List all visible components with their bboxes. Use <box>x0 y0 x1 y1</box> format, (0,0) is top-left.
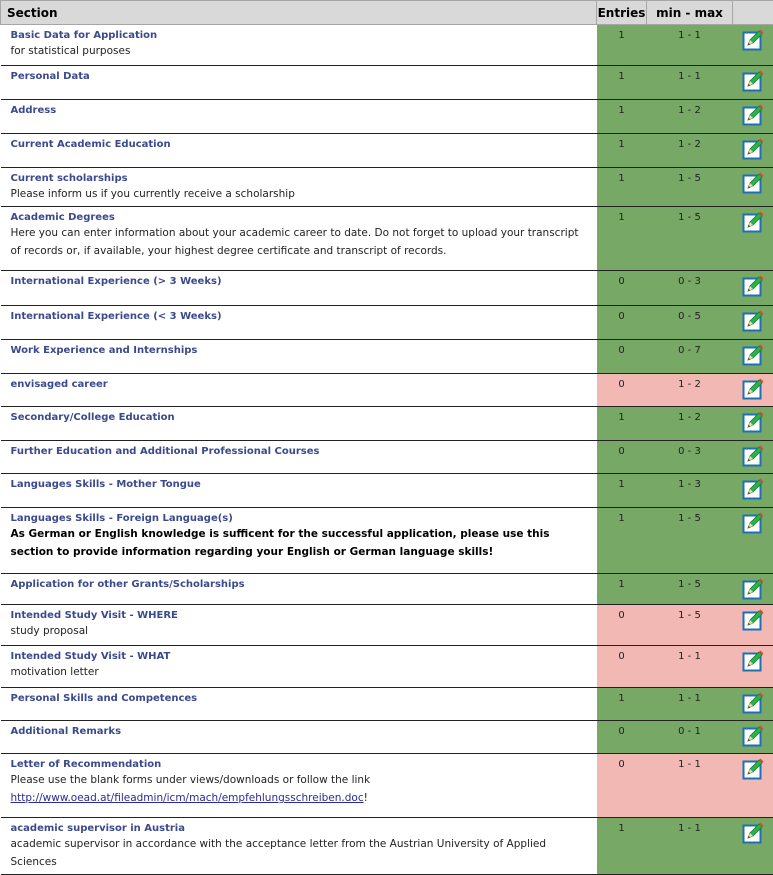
edit-cell <box>733 134 773 168</box>
entries-cell: 1 <box>597 25 647 66</box>
section-title[interactable]: Address <box>11 104 591 117</box>
section-cell <box>1 605 597 646</box>
entries-cell: 1 <box>597 688 647 721</box>
minmax-cell: 0 - 7 <box>647 340 733 374</box>
section-description-text: Please use the blank forms under views/downloads or follow the link <box>11 774 371 786</box>
table-row <box>1 271 773 306</box>
entries-cell: 0 <box>597 340 647 374</box>
minmax-cell: 1 - 5 <box>647 207 733 271</box>
edit-pencil-icon[interactable] <box>742 725 764 747</box>
minmax-cell: 1 - 1 <box>647 66 733 100</box>
section-description <box>11 771 591 807</box>
section-title[interactable]: International Experience (< 3 Weeks) <box>11 310 591 323</box>
section-title[interactable]: Further Education and Additional Professional Courses <box>11 445 591 458</box>
section-title[interactable]: Languages Skills - Foreign Language(s) <box>11 512 591 525</box>
entries-cell: 1 <box>597 474 647 508</box>
section-title[interactable]: academic supervisor in Austria <box>11 822 591 835</box>
entries-cell: 1 <box>597 574 647 605</box>
edit-cell <box>733 441 773 474</box>
edit-pencil-icon[interactable] <box>742 344 764 366</box>
edit-cell <box>733 574 773 605</box>
entries-cell: 1 <box>597 168 647 207</box>
entries-cell: 0 <box>597 754 647 818</box>
section-description <box>11 224 591 260</box>
table-row <box>1 721 773 754</box>
section-title[interactable]: envisaged career <box>11 378 591 391</box>
section-cell <box>1 818 597 875</box>
minmax-cell: 1 - 2 <box>647 100 733 134</box>
table-row <box>1 340 773 374</box>
entries-cell: 1 <box>597 207 647 271</box>
minmax-cell: 1 - 5 <box>647 574 733 605</box>
section-cell <box>1 407 597 441</box>
edit-cell <box>733 374 773 407</box>
section-title[interactable]: Letter of Recommendation <box>11 758 591 771</box>
edit-pencil-icon[interactable] <box>742 104 764 126</box>
section-title[interactable]: Work Experience and Internships <box>11 344 591 357</box>
edit-pencil-icon[interactable] <box>742 172 764 194</box>
section-description-text: Here you can enter information about your academic career to date. Do not forget to upload your transcript of records or, if available, your highest degree certificate and transcript of records. <box>11 227 579 257</box>
section-title[interactable]: Languages Skills - Mother Tongue <box>11 478 591 491</box>
edit-pencil-icon[interactable] <box>742 758 764 780</box>
section-title[interactable]: International Experience (> 3 Weeks) <box>11 275 591 288</box>
entries-cell: 0 <box>597 306 647 340</box>
section-description-text: for statistical purposes <box>11 45 131 57</box>
entries-cell: 0 <box>597 646 647 688</box>
table-row <box>1 374 773 407</box>
edit-pencil-icon[interactable] <box>742 310 764 332</box>
table-row <box>1 66 773 100</box>
section-description <box>11 835 591 871</box>
table-row <box>1 100 773 134</box>
section-title[interactable]: Personal Data <box>11 70 591 83</box>
table-row <box>1 574 773 605</box>
section-description-text: As German or English knowledge is sufficent for the successful application, please use this section to provide information regarding your English or German language skills! <box>11 528 550 558</box>
section-description-text: motivation letter <box>11 666 99 678</box>
section-title[interactable]: Academic Degrees <box>11 211 591 224</box>
section-cell <box>1 66 597 100</box>
edit-cell <box>733 25 773 66</box>
section-description <box>11 42 591 60</box>
table-row <box>1 474 773 508</box>
minmax-cell: 1 - 1 <box>647 688 733 721</box>
edit-cell <box>733 100 773 134</box>
edit-cell <box>733 818 773 875</box>
edit-cell <box>733 688 773 721</box>
table-row <box>1 134 773 168</box>
section-description <box>11 185 591 203</box>
entries-cell: 0 <box>597 441 647 474</box>
entries-cell: 1 <box>597 407 647 441</box>
header-minmax: min - max <box>647 1 733 25</box>
minmax-cell: 1 - 2 <box>647 374 733 407</box>
table-row <box>1 168 773 207</box>
entries-cell: 1 <box>597 508 647 574</box>
entries-cell: 1 <box>597 66 647 100</box>
entries-cell: 1 <box>597 100 647 134</box>
section-title[interactable]: Intended Study Visit - WHAT <box>11 650 591 663</box>
edit-pencil-icon[interactable] <box>742 822 764 844</box>
edit-cell <box>733 605 773 646</box>
table-row <box>1 407 773 441</box>
section-cell <box>1 271 597 306</box>
section-title[interactable]: Current scholarships <box>11 172 591 185</box>
minmax-cell: 0 - 1 <box>647 721 733 754</box>
table-row <box>1 508 773 574</box>
minmax-cell: 1 - 1 <box>647 25 733 66</box>
minmax-cell: 0 - 3 <box>647 271 733 306</box>
minmax-cell: 0 - 5 <box>647 306 733 340</box>
header-section: Section <box>1 1 597 25</box>
section-cell <box>1 474 597 508</box>
entries-cell: 1 <box>597 134 647 168</box>
edit-pencil-icon[interactable] <box>742 578 764 600</box>
table-header-row <box>1 1 773 25</box>
section-description <box>11 663 591 681</box>
minmax-cell: 1 - 1 <box>647 754 733 818</box>
entries-cell: 0 <box>597 721 647 754</box>
edit-cell <box>733 508 773 574</box>
section-title[interactable]: Personal Skills and Competences <box>11 692 591 705</box>
edit-cell <box>733 754 773 818</box>
section-cell <box>1 574 597 605</box>
section-cell <box>1 207 597 271</box>
link-suffix: ! <box>364 792 368 804</box>
edit-cell <box>733 474 773 508</box>
section-cell <box>1 306 597 340</box>
edit-cell <box>733 646 773 688</box>
edit-pencil-icon[interactable] <box>742 70 764 92</box>
section-cell <box>1 754 597 818</box>
section-title[interactable]: Current Academic Education <box>11 138 591 151</box>
edit-cell <box>733 207 773 271</box>
section-cell <box>1 100 597 134</box>
minmax-cell: 1 - 5 <box>647 168 733 207</box>
edit-pencil-icon[interactable] <box>742 512 764 534</box>
minmax-cell: 1 - 2 <box>647 407 733 441</box>
section-title[interactable]: Additional Remarks <box>11 725 591 738</box>
section-description-text: academic supervisor in accordance with the acceptance letter from the Austrian University of Applied Sciences <box>11 838 547 868</box>
edit-cell <box>733 168 773 207</box>
section-cell <box>1 441 597 474</box>
entries-cell: 0 <box>597 271 647 306</box>
section-title[interactable]: Intended Study Visit - WHERE <box>11 609 591 622</box>
entries-cell: 1 <box>597 818 647 875</box>
section-description <box>11 622 591 640</box>
edit-cell <box>733 66 773 100</box>
table-row <box>1 646 773 688</box>
edit-pencil-icon[interactable] <box>742 378 764 400</box>
edit-pencil-icon[interactable] <box>742 411 764 433</box>
minmax-cell: 1 - 2 <box>647 134 733 168</box>
edit-cell <box>733 306 773 340</box>
edit-cell <box>733 721 773 754</box>
minmax-cell: 0 - 3 <box>647 441 733 474</box>
edit-cell <box>733 407 773 441</box>
table-row <box>1 306 773 340</box>
section-cell <box>1 134 597 168</box>
section-description <box>11 525 591 561</box>
minmax-cell: 1 - 5 <box>647 605 733 646</box>
minmax-cell: 1 - 1 <box>647 646 733 688</box>
section-title[interactable]: Application for other Grants/Scholarships <box>11 578 591 591</box>
edit-pencil-icon[interactable] <box>742 29 764 51</box>
table-row <box>1 25 773 66</box>
edit-pencil-icon[interactable] <box>742 478 764 500</box>
section-title[interactable]: Secondary/College Education <box>11 411 591 424</box>
edit-cell <box>733 271 773 306</box>
section-description-text: Please inform us if you currently receive a scholarship <box>11 188 295 200</box>
table-row <box>1 818 773 875</box>
recommendation-link[interactable]: http://www.oead.at/fileadmin/icm/mach/empfehlungsschreiben.doc <box>11 792 364 804</box>
minmax-cell: 1 - 1 <box>647 818 733 875</box>
table-row <box>1 441 773 474</box>
header-entries: Entries <box>597 1 647 25</box>
table-row <box>1 754 773 818</box>
section-cell <box>1 168 597 207</box>
section-cell <box>1 25 597 66</box>
minmax-cell: 1 - 3 <box>647 474 733 508</box>
section-cell <box>1 374 597 407</box>
edit-pencil-icon[interactable] <box>742 138 764 160</box>
section-cell <box>1 721 597 754</box>
minmax-cell: 1 - 5 <box>647 508 733 574</box>
edit-cell <box>733 340 773 374</box>
edit-pencil-icon[interactable] <box>742 609 764 631</box>
entries-cell: 0 <box>597 605 647 646</box>
table-body <box>1 25 773 875</box>
edit-pencil-icon[interactable] <box>742 692 764 714</box>
table-row <box>1 605 773 646</box>
header-edit <box>733 1 773 25</box>
section-cell <box>1 646 597 688</box>
section-description-text: study proposal <box>11 625 89 637</box>
edit-pencil-icon[interactable] <box>742 650 764 672</box>
section-cell <box>1 340 597 374</box>
section-cell <box>1 508 597 574</box>
edit-pencil-icon[interactable] <box>742 445 764 467</box>
table-row <box>1 207 773 271</box>
edit-pencil-icon[interactable] <box>742 275 764 297</box>
entries-cell: 0 <box>597 374 647 407</box>
edit-pencil-icon[interactable] <box>742 211 764 233</box>
table-row <box>1 688 773 721</box>
section-title[interactable]: Basic Data for Application <box>11 29 591 42</box>
section-cell <box>1 688 597 721</box>
